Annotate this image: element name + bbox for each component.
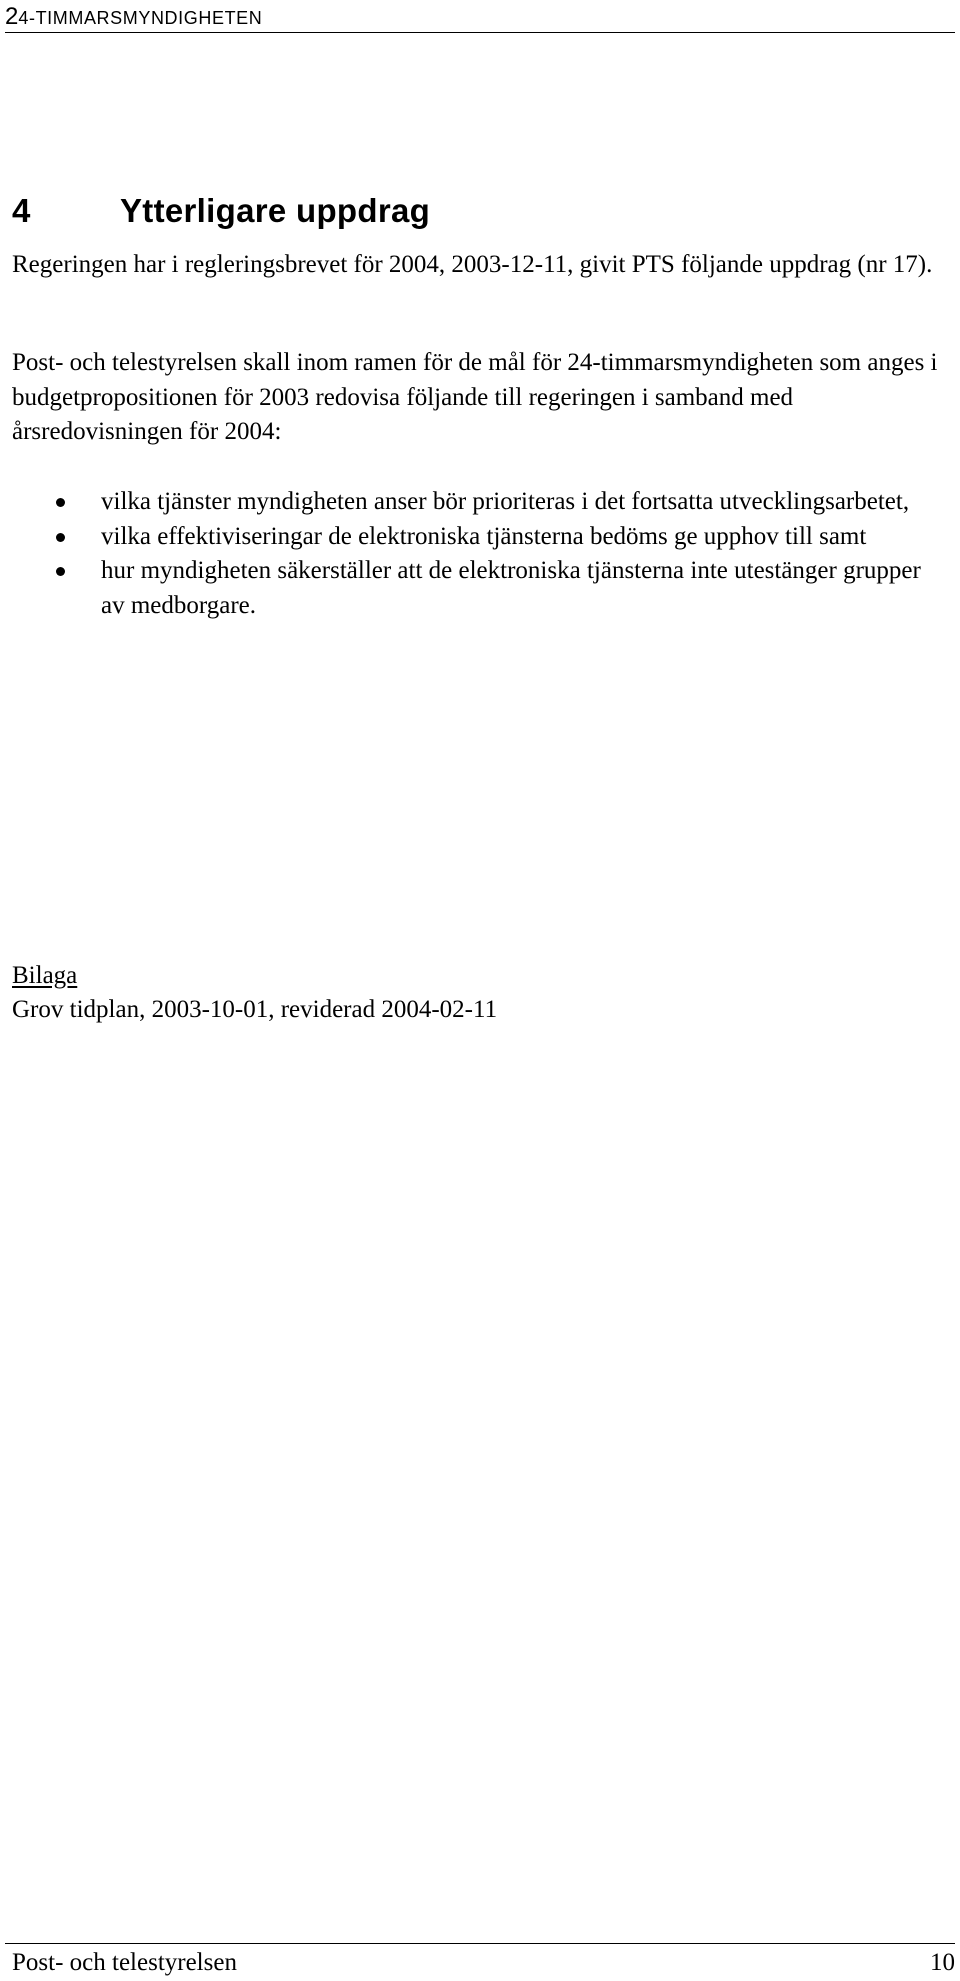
- bullet-icon: [56, 533, 65, 542]
- appendix-label: Bilaga: [12, 962, 78, 989]
- chapter-title: Ytterligare uppdrag: [120, 192, 431, 229]
- page-footer: [5, 1943, 955, 1980]
- list-item: [0, 520, 941, 555]
- appendix-title: Grov tidplan, 2003-10-01, reviderad 2004-02-11: [12, 996, 498, 1023]
- list-item: [0, 554, 941, 623]
- header-page-number: 2: [5, 3, 19, 30]
- list-item: [0, 485, 941, 520]
- bullet-icon: [56, 498, 65, 507]
- list-item-text: vilka tjänster myndigheten anser bör prioriteras i det fortsatta utvecklingsarbetet,: [101, 488, 910, 515]
- task-paragraph: Post- och telestyrelsen skall inom ramen för de mål för 24-timmarsmyndigheten som anges i budgetpropositionen för 2003 redovisa följande till regeringen i samband med årsredovisningen för 2004:: [12, 349, 938, 445]
- bullet-icon: [56, 567, 65, 576]
- chapter-heading: [12, 192, 430, 230]
- list-item-text: vilka effektiviseringar de elektroniska tjänsterna bedöms ge upphov till samt: [101, 522, 867, 550]
- list-item-text: hur myndigheten säkerställer att de elektroniska tjänsterna inte utestänger grupper av medborgare.: [101, 557, 921, 619]
- intro-paragraph: Regeringen har i regleringsbrevet för 2004, 2003-12-11, givit PTS följande uppdrag (nr 17).: [12, 251, 933, 278]
- chapter-number: 4: [12, 192, 31, 229]
- header-running-title: 4-TIMMARSMYNDIGHETEN: [18, 8, 263, 28]
- task-bullet-list: [0, 485, 960, 623]
- footer-page-number: 10: [930, 1949, 955, 1976]
- page-header: [5, 4, 955, 33]
- footer-organization: Post- och telestyrelsen: [12, 1949, 237, 1976]
